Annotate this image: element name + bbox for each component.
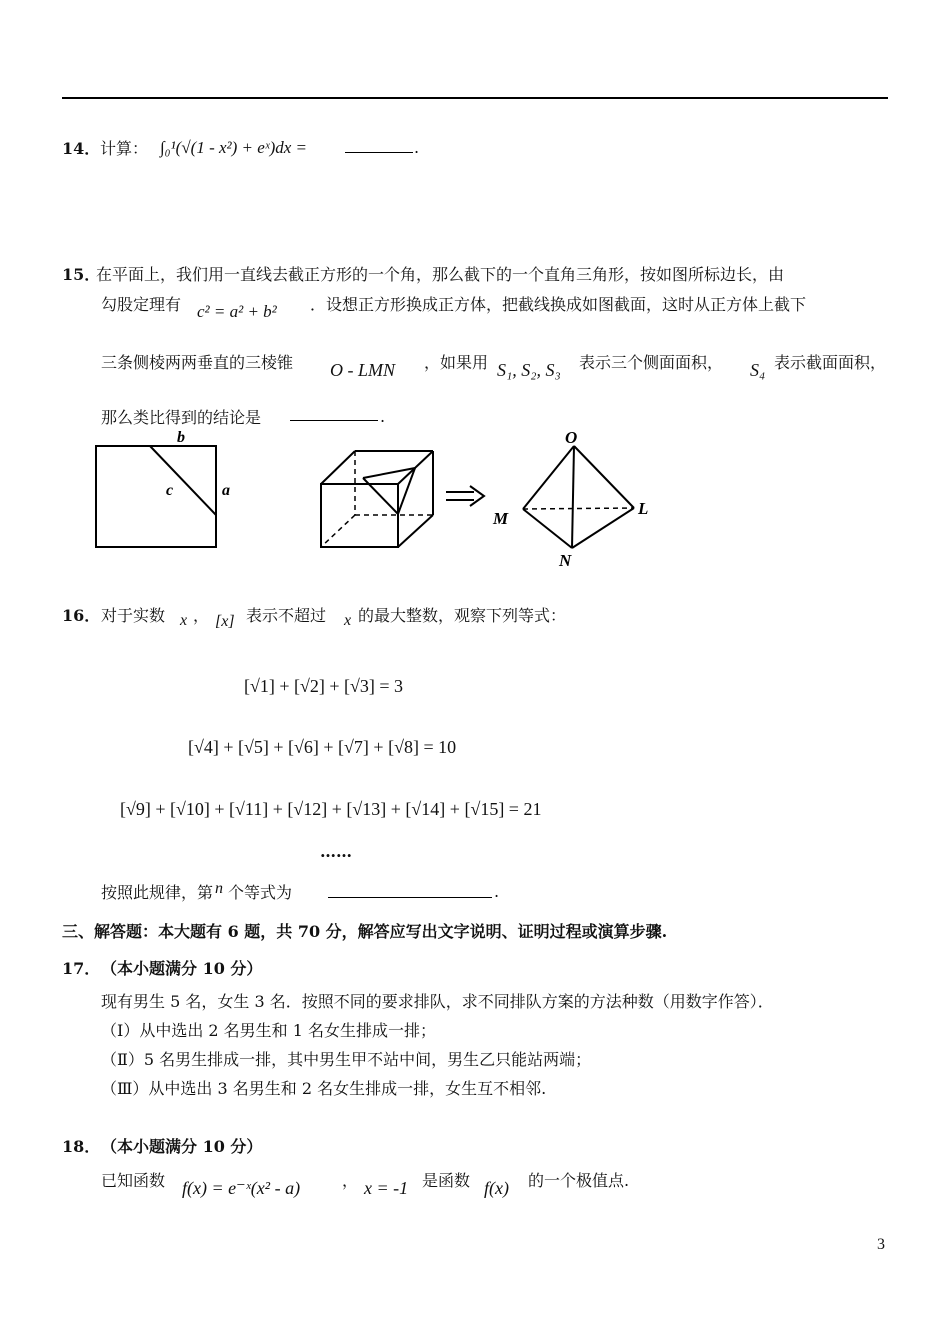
- q14-label: 计算：: [100, 139, 149, 158]
- page-number: 3: [877, 1236, 885, 1253]
- double-arrow-icon: [446, 486, 484, 506]
- q16-intro-a: 对于实数: [101, 606, 166, 625]
- square-diagram: [96, 446, 216, 547]
- label-L: L: [638, 499, 649, 518]
- q15-number: 15．: [62, 265, 101, 284]
- q15-line3-mid2: 表示三个侧面面积，: [579, 353, 724, 372]
- q18-text-c: 是函数: [422, 1171, 471, 1190]
- q17-text: 现有男生 5 名，女生 3 名．按照不同的要求排队，求不同排队方案的方法种数（用数字作答）．: [101, 992, 774, 1011]
- q16-answer-blank: [328, 897, 492, 898]
- q14-number: 14．: [62, 139, 101, 158]
- q15-line3-end: 表示截面面积，: [774, 353, 887, 372]
- q16-equation-2: [√4] + [√5] + [√6] + [√7] + [√8] = 10: [188, 737, 457, 757]
- pyramid-diagram: [523, 446, 634, 548]
- q17-heading: （本小题满分 10 分）: [101, 959, 263, 978]
- label-b: b: [177, 429, 185, 446]
- q15-line4: 那么类比得到的结论是: [101, 408, 262, 427]
- label-M: M: [493, 509, 509, 528]
- q16-n: n: [215, 880, 223, 897]
- cube-diagram: [321, 451, 433, 547]
- q15-side-areas: S₁, S₂, S₃: [497, 360, 561, 380]
- q16-equation-1: [√1] + [√2] + [√3] = 3: [244, 676, 404, 696]
- q15-line3-start: 三条侧棱两两垂直的三棱锥: [101, 353, 294, 372]
- q18-text-d: 的一个极值点.: [528, 1171, 630, 1190]
- q16-rule-a: 按照此规律，第: [101, 883, 214, 902]
- q16-intro-d: 的最大整数，观察下列等式：: [358, 606, 567, 625]
- q15-line3-mid: ，如果用: [424, 353, 489, 372]
- q17-number: 17．: [62, 959, 101, 978]
- q15-section-area: S₄: [750, 360, 766, 380]
- label-N: N: [559, 551, 572, 570]
- q16-ellipsis: ……: [320, 842, 352, 861]
- q18-text-a: 已知函数: [101, 1171, 166, 1190]
- q18-heading: （本小题满分 10 分）: [101, 1137, 263, 1156]
- q17-part-3: （Ⅲ）从中选出 3 名男生和 2 名女生排成一排，女生互不相邻.: [101, 1079, 547, 1098]
- label-O: O: [565, 428, 578, 447]
- q15-line2-start: 勾股定理有: [101, 295, 182, 314]
- q17-part-1: （Ⅰ）从中选出 2 名男生和 1 名女生排成一排；: [101, 1021, 437, 1040]
- label-a: a: [222, 482, 230, 499]
- q14-integral: ∫₀¹(√(1 - x²) + eˣ)dx =: [160, 138, 308, 157]
- label-c: c: [166, 482, 174, 499]
- q18-extremum-point: x = -1: [364, 1178, 409, 1198]
- q18-function: f(x) = e⁻ˣ(x² - a): [182, 1178, 301, 1198]
- q16-number: 16．: [62, 606, 101, 625]
- q16-equation-3: [√9] + [√10] + [√11] + [√12] + [√13] + [√14] + [√15] = 21: [120, 799, 542, 819]
- q15-line1: 在平面上，我们用一直线去截正方形的一个角，那么截下的一个直角三角形，按如图所标边长，由: [96, 265, 785, 284]
- q18-number: 18．: [62, 1137, 101, 1156]
- q16-intro-c: 表示不超过: [246, 606, 327, 625]
- q15-pythagoras: c² = a² + b²: [197, 302, 277, 321]
- q15-pyramid: O - LMN: [330, 360, 396, 380]
- q16-floor-notation: [x]: [215, 613, 235, 630]
- q17-part-2: （Ⅱ）5 名男生排成一排，其中男生甲不站中间，男生乙只能站两端；: [101, 1050, 592, 1069]
- q16-rule-b: 个等式为: [228, 883, 293, 902]
- q16-x: x: [180, 612, 188, 629]
- q15-line2-end: ．设想正方形换成正方体，把截线换成如图截面，这时从正方体上截下: [310, 295, 807, 314]
- q18-fx: f(x): [484, 1178, 509, 1198]
- section-3-heading: 三、解答题：本大题有 6 题，共 70 分，解答应写出文字说明、证明过程或演算步骤.: [62, 922, 668, 941]
